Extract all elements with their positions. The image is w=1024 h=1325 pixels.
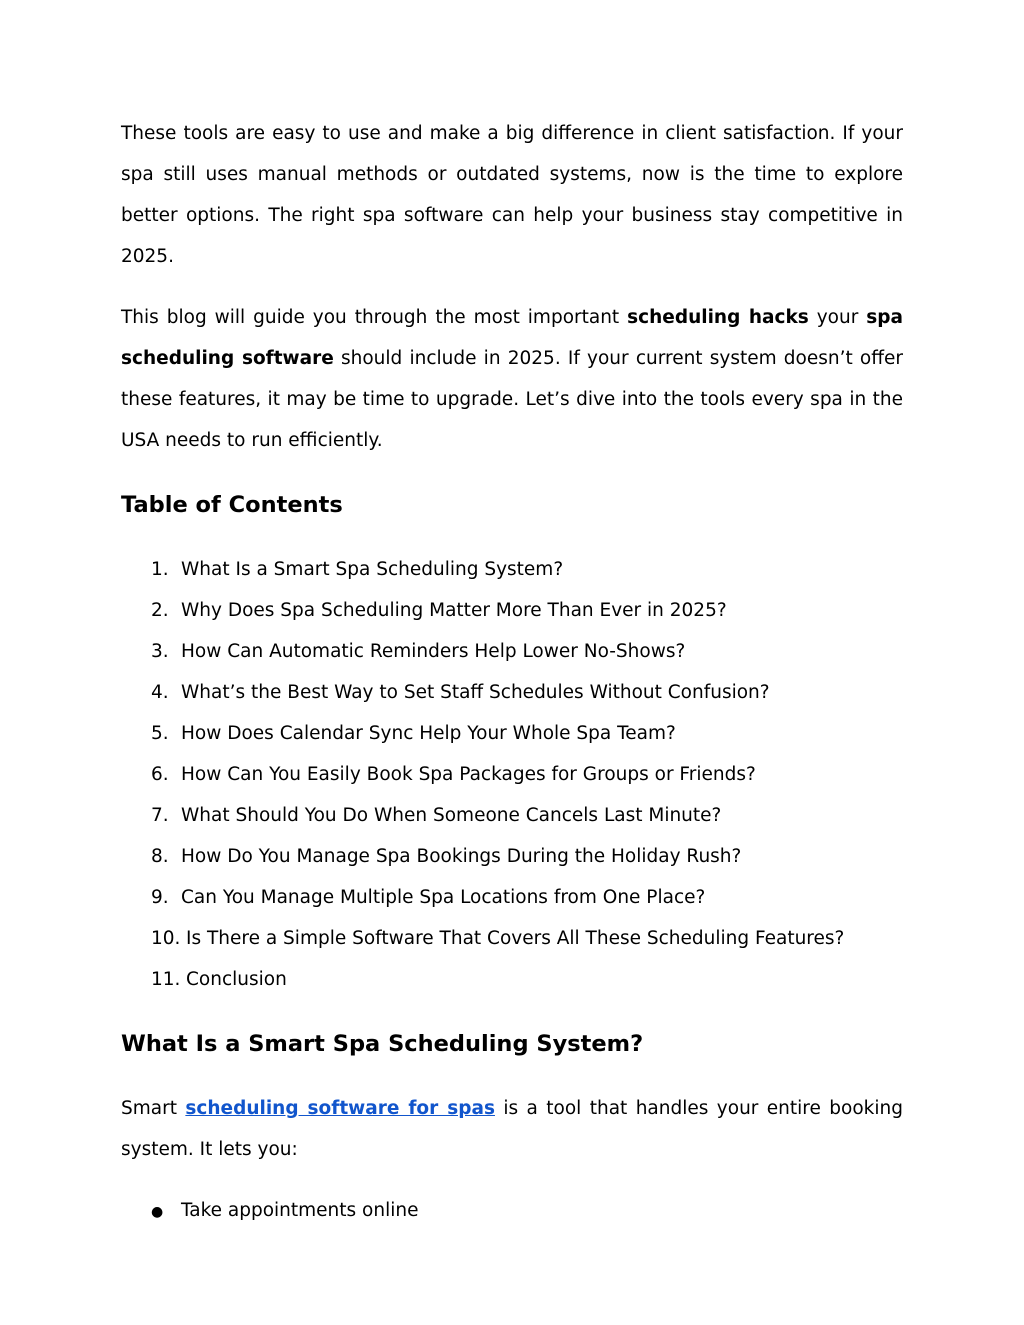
toc-item-number: 3. [151, 641, 169, 662]
toc-item-number: 11. [151, 969, 181, 990]
toc-item [121, 795, 903, 836]
toc-item-text: How Can You Easily Book Spa Packages for Groups or Friends? [181, 764, 756, 785]
intro-bold-spa-scheduling-software: spa scheduling software [121, 307, 903, 369]
toc-item [121, 836, 903, 877]
toc-item-text: Why Does Spa Scheduling Matter More Than Ever in 2025? [181, 600, 727, 621]
intro-paragraph-2-text-b: your [808, 307, 867, 328]
toc-item [121, 549, 903, 590]
toc-item-text: How Do You Manage Spa Bookings During the Holiday Rush? [181, 846, 742, 867]
toc-item [121, 877, 903, 918]
section-1-paragraph [121, 1088, 903, 1170]
intro-paragraph-2-text-c: should include in 2025. If your current system doesn’t offer these features, it may be time to upgrade. Let’s dive into the tools every spa in the USA needs to run efficiently. [121, 348, 903, 451]
toc-item-number: 2. [151, 600, 169, 621]
toc-item [121, 590, 903, 631]
toc-item-number: 6. [151, 764, 169, 785]
toc-item-number: 9. [151, 887, 169, 908]
toc-item-text: What Should You Do When Someone Cancels Last Minute? [181, 805, 722, 826]
toc-heading: Table of Contents [121, 492, 343, 518]
toc-item-text: What’s the Best Way to Set Staff Schedules Without Confusion? [181, 682, 770, 703]
toc-item-text: Can You Manage Multiple Spa Locations from One Place? [181, 887, 706, 908]
toc-item-number: 7. [151, 805, 169, 826]
toc-item [121, 631, 903, 672]
scheduling-software-link[interactable]: scheduling software for spas [185, 1098, 495, 1119]
section-1-paragraph-suffix: is a tool that handles your entire booking system. It lets you: [121, 1098, 903, 1160]
toc-item-number: 4. [151, 682, 169, 703]
toc-item [121, 672, 903, 713]
toc-item [121, 754, 903, 795]
toc-item [121, 918, 903, 959]
toc-item-text: How Does Calendar Sync Help Your Whole Spa Team? [181, 723, 676, 744]
section-1-bullet-list [121, 1190, 903, 1233]
section-heading-smart-spa-scheduling: What Is a Smart Spa Scheduling System? [121, 1031, 644, 1057]
toc-item-text: Conclusion [186, 969, 287, 990]
toc-item-number: 5. [151, 723, 169, 744]
bullet-item [121, 1190, 903, 1233]
toc-item-number: 10. [151, 928, 181, 949]
intro-bold-scheduling-hacks: scheduling hacks [627, 307, 809, 328]
bullet-dot-icon: ● [151, 1204, 164, 1220]
toc-item [121, 959, 903, 1000]
toc-item [121, 713, 903, 754]
intro-paragraph-2 [121, 297, 903, 461]
document-content [121, 113, 903, 1233]
bullet-item-text: Take appointments online [181, 1200, 419, 1221]
toc-item-text: How Can Automatic Reminders Help Lower No-Shows? [181, 641, 686, 662]
intro-paragraph-1: These tools are easy to use and make a big difference in client satisfaction. If your spa still uses manual methods or outdated systems, now is the time to explore better options. The right spa software can help your business stay competitive in 2025. [121, 123, 903, 267]
toc-list [121, 549, 903, 1000]
section-1-paragraph-prefix: Smart [121, 1098, 186, 1119]
toc-item-text: What Is a Smart Spa Scheduling System? [181, 559, 564, 580]
toc-item-text: Is There a Simple Software That Covers All These Scheduling Features? [186, 928, 845, 949]
toc-item-number: 8. [151, 846, 169, 867]
toc-item-number: 1. [151, 559, 169, 580]
intro-paragraph-2-text-a: This blog will guide you through the most important [121, 307, 628, 328]
